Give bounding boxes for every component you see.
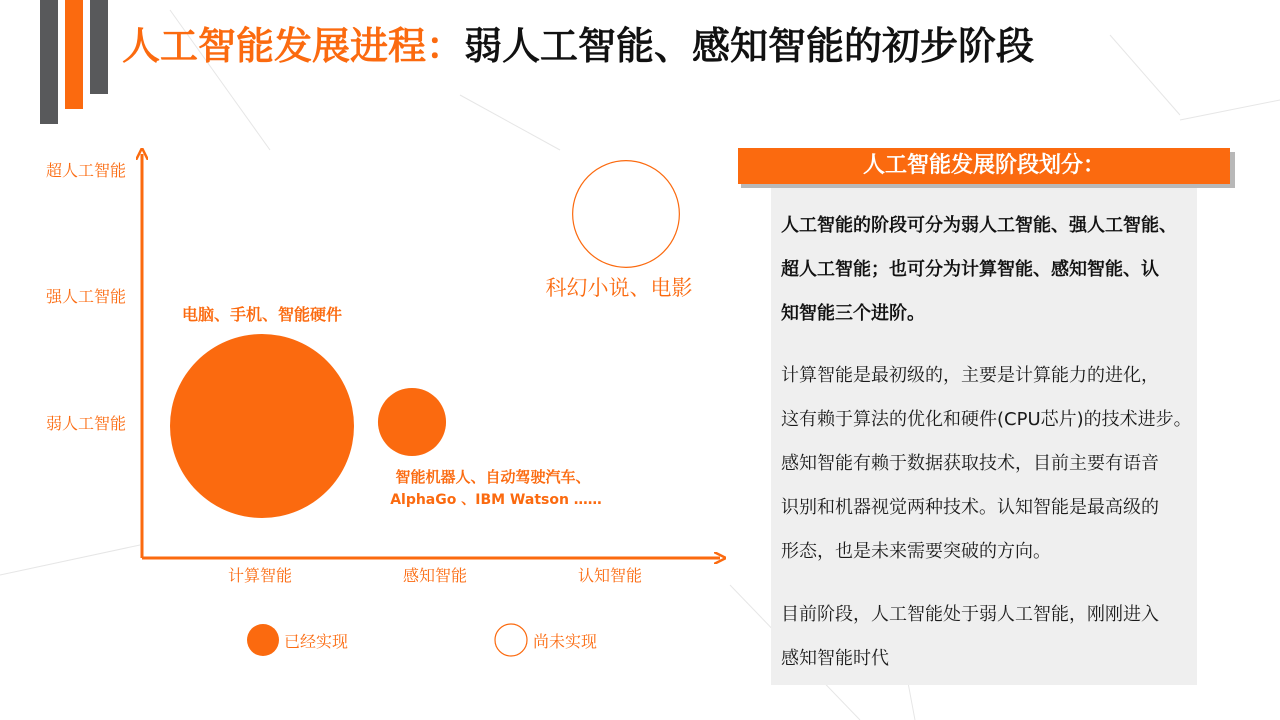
bubble-label: AlphaGo 、IBM Watson …… <box>390 492 602 508</box>
legend-label: 已经实现 <box>284 632 349 651</box>
x-axis-label: 感知智能 <box>402 566 468 585</box>
panel-paragraph-1 <box>781 204 1201 336</box>
panel-line: 计算智能是最初级的，主要是计算能力的进化， <box>781 365 1159 386</box>
header-bar-dark-2 <box>90 0 108 94</box>
panel-heading: 人工智能发展阶段划分： <box>738 148 1230 184</box>
panel-paragraph-3 <box>781 593 1201 681</box>
title-prefix: 人工智能发展进程： <box>122 24 465 68</box>
panel-line: 识别和机器视觉两种技术。认知智能是最高级的 <box>781 497 1159 518</box>
x-axis-labels <box>228 566 642 585</box>
bubble-label: 电脑、手机、智能硬件 <box>181 305 343 324</box>
panel-line: 形态，也是未来需要突破的方向。 <box>781 541 1051 562</box>
panel-line: 超人工智能；也可分为计算智能、感知智能、认 <box>781 259 1159 280</box>
y-axis-label: 超人工智能 <box>45 161 126 180</box>
header-bar-dark-1 <box>40 0 58 124</box>
legend-swatch-achieved <box>247 624 279 656</box>
page-title <box>122 18 1034 74</box>
panel-paragraph-2 <box>781 354 1201 574</box>
panel-line: 感知智能有赖于数据获取技术，目前主要有语音 <box>781 453 1159 474</box>
panel-line: 人工智能的阶段可分为弱人工智能、强人工智能、 <box>781 215 1177 236</box>
bubble-achieved <box>378 388 446 456</box>
bubble-label: 科幻小说、电影 <box>545 276 693 300</box>
panel-line: 感知智能时代 <box>781 648 889 669</box>
bubble-not-achieved <box>573 161 680 268</box>
bubbles <box>170 161 679 518</box>
panel-line: 知智能三个进阶。 <box>781 303 925 324</box>
header-bar-orange <box>65 0 83 109</box>
y-axis-labels <box>46 161 126 433</box>
legend <box>247 624 597 656</box>
bubble-label: 智能机器人、自动驾驶汽车、 <box>395 468 591 486</box>
panel-line: 这有赖于算法的优化和硬件(CPU芯片)的技术进步。 <box>781 409 1192 430</box>
legend-swatch-not-achieved <box>495 624 527 656</box>
y-axis-label: 强人工智能 <box>45 287 126 306</box>
title-main: 弱人工智能、感知智能的初步阶段 <box>464 24 1035 68</box>
legend-label: 尚未实现 <box>533 632 598 651</box>
y-axis-label: 弱人工智能 <box>45 414 126 433</box>
x-axis-label: 认知智能 <box>577 566 643 585</box>
x-axis-label: 计算智能 <box>227 566 293 585</box>
panel-line: 目前阶段，人工智能处于弱人工智能，刚刚进入 <box>781 604 1159 625</box>
bubble-chart <box>0 130 740 690</box>
bubble-achieved <box>170 334 354 518</box>
